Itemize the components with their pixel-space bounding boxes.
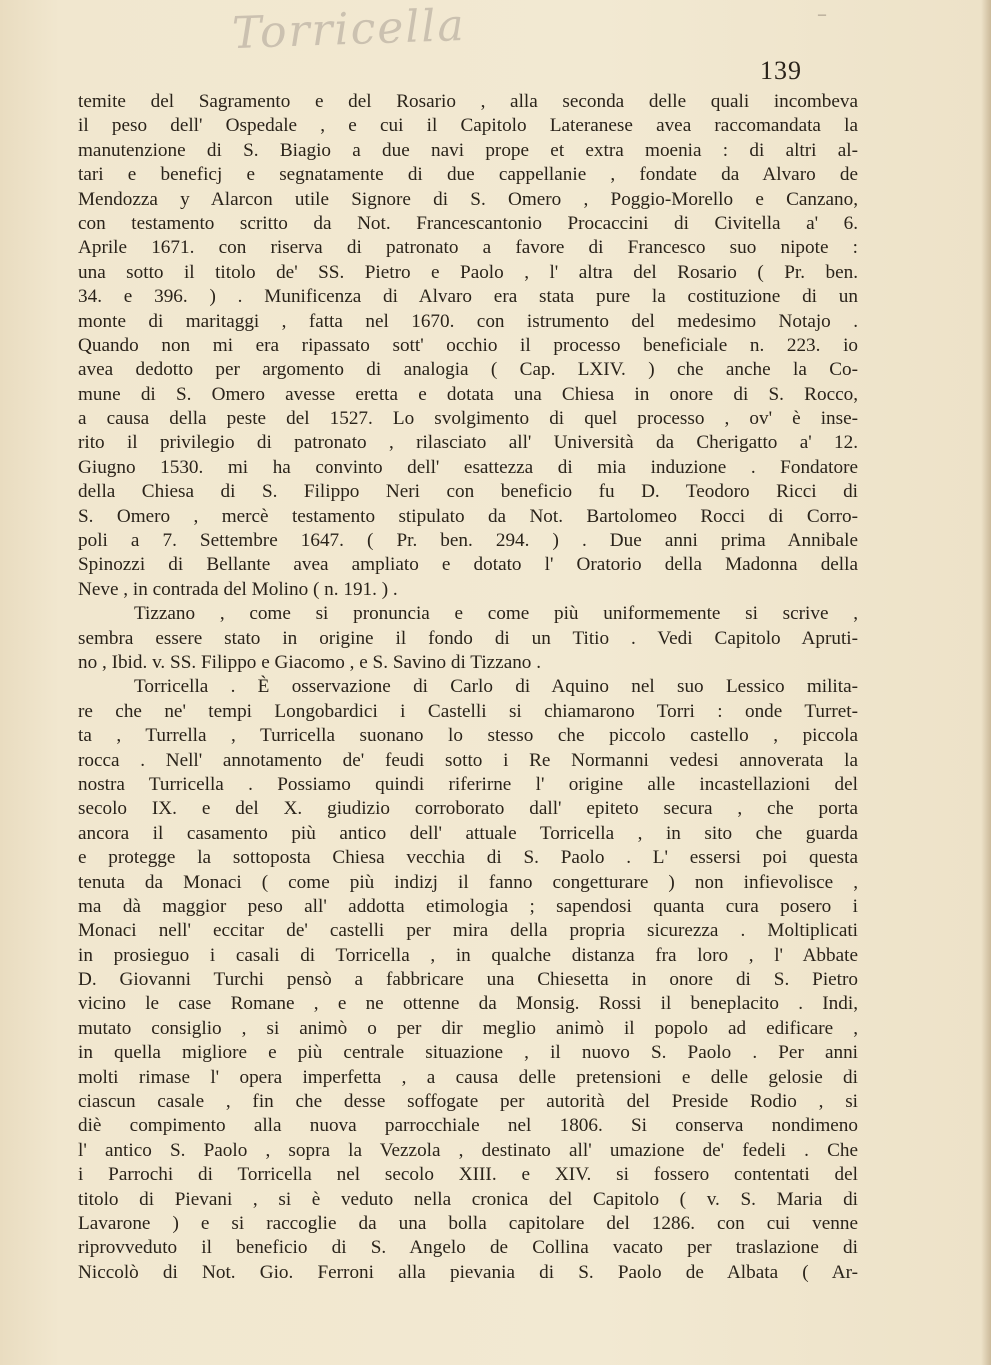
text-line: monte di maritaggi , fatta nel 1670. con istrumento del medesimo Notajo . (78, 310, 858, 332)
text-line: titolo di Pievani , si è veduto nella cronica del Capitolo ( v. S. Maria di (78, 1188, 858, 1210)
text-line: il peso dell' Ospedale , e cui il Capitolo Lateranese avea raccomandata la (78, 115, 858, 137)
text-line: rocca . Nell' annotamento de' feudi sotto i Re Normanni vedesi annoverata la (78, 749, 858, 771)
handwritten-pencil-note: Torricella (231, 0, 467, 60)
text-line: Neve , in contrada del Molino ( n. 191. ) . (78, 578, 398, 600)
text-line: mutato consiglio , si animò o per dir meglio animò il popolo ad edificare , (78, 1017, 858, 1039)
text-line: ciascun casale , fin che desse soffogate per autorità del Preside Rodio , si (78, 1091, 858, 1113)
text-line: una sotto il titolo de' SS. Pietro e Paolo , l' altra del Rosario ( Pr. ben. (78, 261, 858, 283)
text-line: e protegge la sottoposta Chiesa vecchia di S. Paolo . L' essersi poi questa (78, 847, 858, 869)
text-line: l' antico S. Paolo , sopra la Vezzola , destinato all' umazione de' fedeli . Che (78, 1139, 858, 1161)
text-line: Lavarone ) e si raccoglie da una bolla capitolare del 1286. con cui venne (78, 1212, 858, 1234)
text-line: in prosieguo i casali di Torricella , in qualche distanza fra loro , l' Abbate (78, 944, 858, 966)
text-line: ancora il casamento più antico dell' attuale Torricella , in sito che guarda (78, 822, 858, 844)
text-line: secolo IX. e del X. giudizio corroborato dall' epiteto secura , che porta (78, 798, 858, 820)
text-line: no , Ibid. v. SS. Filippo e Giacomo , e S. Savino di Tizzano . (78, 651, 541, 673)
text-line: Mendozza y Alarcon utile Signore di S. Omero , Poggio-Morello e Canzano, (78, 188, 858, 210)
text-line: Giugno 1530. mi ha convinto dell' esattezza di mia induzione . Fondatore (78, 456, 858, 478)
text-line: molti rimase l' opera imperfetta , a causa delle pretensioni e delle gelosie di (78, 1066, 858, 1088)
text-line: riprovveduto il beneficio di S. Angelo de Collina vacato per traslazione di (78, 1237, 858, 1259)
text-line: con testamento scritto da Not. Francescantonio Procaccini di Civitella a' 6. (78, 212, 858, 234)
text-line: diè compimento alla nuova parrocchiale nel 1806. Si conserva nondimeno (78, 1115, 858, 1137)
text-line: Niccolò di Not. Gio. Ferroni alla pievania di S. Paolo de Albata ( Ar- (78, 1261, 858, 1283)
text-line: temite del Sagramento e del Rosario , alla seconda delle quali incombeva (78, 91, 858, 112)
text-line: poli a 7. Settembre 1647. ( Pr. ben. 294. ) . Due anni prima Annibale (78, 530, 858, 552)
text-line: Quando non mi era ripassato sott' occhio il processo beneficiale n. 223. io (78, 334, 858, 356)
text-line: re che ne' tempi Longobardici i Castelli si chiamarono Torri : onde Turret- (78, 700, 858, 722)
text-line: mune di S. Omero avesse eretta e dotata una Chiesa in onore di S. Rocco, (78, 383, 858, 405)
text-line: ta , Turrella , Turricella suonano lo stesso che piccolo castello , piccola (78, 725, 858, 747)
text-line: vicino le case Romane , e ne ottenne da Monsig. Rossi il beneplacito . Indi, (78, 993, 858, 1015)
text-line: Monaci nell' eccitar de' castelli per mira della propria sicurezza . Moltiplicati (78, 920, 858, 942)
text-line: nostra Turricella . Possiamo quindi riferirne l' origine alle incastellazioni del (78, 773, 858, 795)
text-line: avea dedotto per argomento di analogia ( Cap. LXIV. ) che anche la Co- (78, 359, 858, 381)
text-line: rito il privilegio di patronato , rilasciato all' Università da Cherigatto a' 12. (78, 432, 858, 454)
text-line: sembra essere stato in origine il fondo di un Titio . Vedi Capitolo Apruti- (78, 627, 858, 649)
text-line: Aprile 1671. con riserva di patronato a favore di Francesco suo nipote : (78, 237, 858, 259)
paragraph-start-tizzano: Tizzano , come si pronuncia e come più uniformemente si scrive , (134, 603, 858, 625)
corner-mark: – (818, 6, 826, 23)
text-line: i Parrochi di Torricella nel secolo XIII. e XIV. si fossero contentati del (78, 1164, 858, 1186)
text-line: della Chiesa di S. Filippo Neri con beneficio fu D. Teodoro Ricci di (78, 481, 858, 503)
text-line: tari e beneficj e segnatamente di due cappellanie , fondate da Alvaro de (78, 164, 858, 186)
text-line: Spinozzi di Bellante avea ampliato e dotato l' Oratorio della Madonna della (78, 554, 858, 576)
body-text (78, 90, 858, 1285)
text-line: 34. e 396. ) . Munificenza di Alvaro era stata pure la costituzione di un (78, 286, 858, 308)
text-line: D. Giovanni Turchi pensò a fabbricare una Chiesetta in onore di S. Pietro (78, 969, 858, 991)
text-line: a causa della peste del 1527. Lo svolgimento di quel processo , ov' è inse- (78, 408, 858, 430)
text-line: S. Omero , mercè testamento stipulato da Not. Bartolomeo Rocci di Corro- (78, 505, 858, 527)
page-number: 139 (760, 56, 802, 85)
text-line: ma dà maggior peso all' addotta etimologia ; sapendosi quanta cura posero i (78, 895, 858, 917)
text-line: in quella migliore e più centrale situazione , il nuovo S. Paolo . Per anni (78, 1042, 858, 1064)
text-line: tenuta da Monaci ( come più indizj il fanno congetturare ) non infievolisce , (78, 871, 858, 893)
paragraph-start-torricella: Torricella . È osservazione di Carlo di Aquino nel suo Lessico milita- (134, 676, 858, 698)
page-edge-shadow (981, 0, 991, 1365)
text-line: manutenzione di S. Biagio a due navi prope et extra moenia : di altri al- (78, 139, 858, 161)
